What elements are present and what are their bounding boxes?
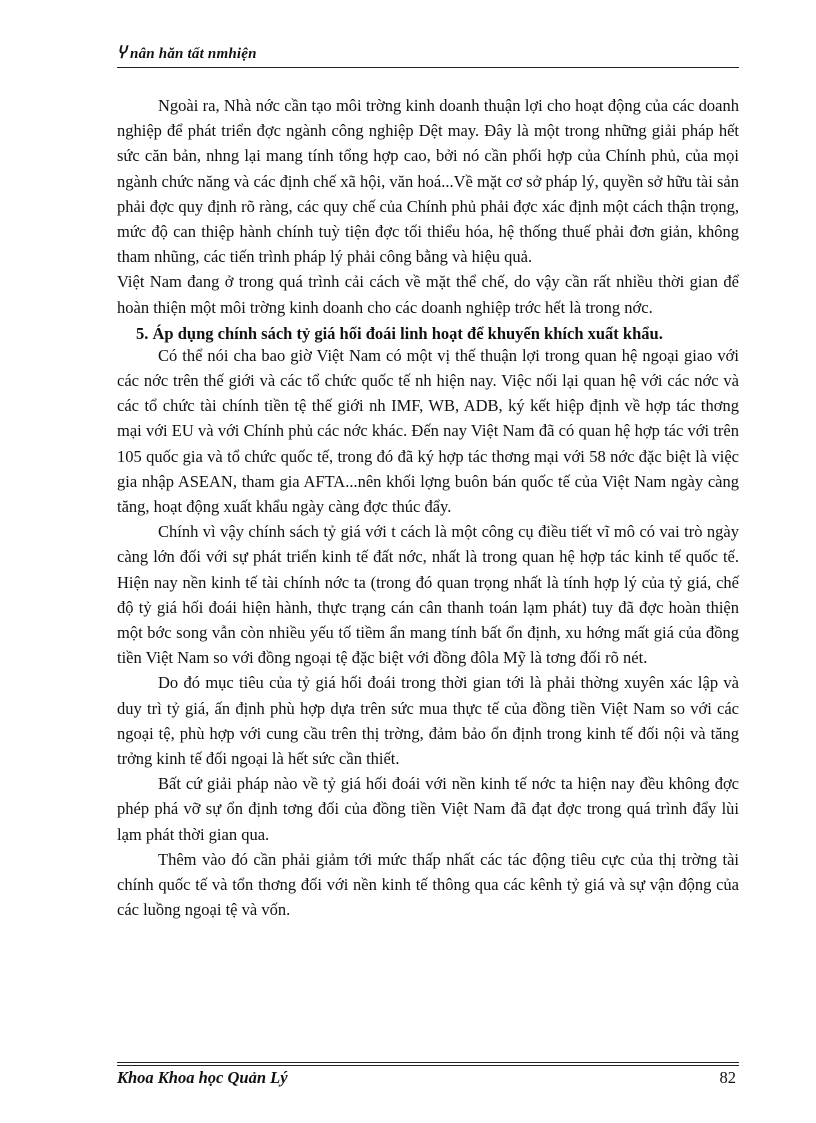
footer-divider-secondary bbox=[117, 1065, 739, 1066]
footer-divider bbox=[117, 1062, 739, 1063]
page-body bbox=[117, 93, 739, 923]
paragraph-business-environment: Ngoài ra, Nhà nớc cần tạo môi trờng kinh doanh thuận lợi cho hoạt động của các doanh nghiệp để phát triển đợc ngành công nghiệp Dệt may. Đây là một trong những giải pháp hết sức căn bản, nhng lại mang tính tổng hợp cao, bởi nó cần phối hợp của Chính phủ, của mọi ngành chức năng và các định chế xã hội, văn hoá...Về mặt cơ sở pháp lý, quyền sở hữu tài sản phải đợc quy định rõ ràng, các quy chế của Chính phủ phải đợc xác định một cách thận trọng, mức độ can thiệp hành chính tuỳ tiện đợc tối thiểu hóa, hệ thống thuế phải đơn giản, không tham nhũng, các tiến trình pháp lý phải công bằng và hiệu quả. bbox=[117, 96, 739, 267]
paragraph-stability: Bất cứ giải pháp nào về tỷ giá hối đoái với nền kinh tế nớc ta hiện nay đều không đợc phép phá vỡ sự ổn định tơng đối của đồng tiền Việt Nam đã đạt đợc trong quá trình đẩy lùi lạm phát thời gian qua. bbox=[117, 774, 739, 844]
paragraph-exchange-rate-role: Chính vì vậy chính sách tỷ giá với t cách là một công cụ điều tiết vĩ mô có vai trò ngày càng lớn đối với sự phát triển kinh tế đất nớc, nhất là trong quan hệ hợp tác kinh tế quốc tế. Hiện nay nền kinh tế tài chính nớc ta (trong đó quan trọng nhất là tính hợp lý của tỷ giá, chế độ tỷ giá hối đoái hiện hành, thực trạng cán cân thanh toán lạm phát) tuy đã đợc hoàn thiện một bớc song vẫn còn nhiều yếu tố tiềm ẩn mang tính bất ổn định, xu hớng mất giá của đồng tiền Việt Nam so với đồng ngoại tệ đặc biệt với đồng đôla Mỹ là tơng đối rõ nét. bbox=[117, 522, 739, 668]
paragraph-minimize-impact: Thêm vào đó cần phải giảm tới mức thấp nhất các tác động tiêu cực của thị trờng tài chính quốc tế và tổn thơng đối với nền kinh tế thông qua các kênh tỷ giá và sự vận động của các luồng ngoại tệ và vốn. bbox=[117, 849, 739, 920]
paragraph-institutional-reform: Việt Nam đang ở trong quá trình cải cách về mặt thể chế, do vậy cần rất nhiều thời gian để hoàn thiện một môi trờng kinh doanh cho các doanh nghiệp trớc hết là trong nớc. bbox=[117, 272, 739, 317]
section-heading: 5. Áp dụng chính sách tỷ giá hối đoái linh hoạt để khuyến khích xuất khẩu. bbox=[136, 323, 663, 343]
paragraph-foreign-relations: Có thể nói cha bao giờ Việt Nam có một vị thế thuận lợi trong quan hệ ngoại giao với các nớc trên thế giới và các tổ chức quốc tế nh hiện nay. Việc nối lại quan hệ với các nớc và các tổ chức tài chính tiền tệ thế giới nh IMF, WB, ADB, ký kết hiệp định về hợp tác thơng mại với EU và với Chính phủ các nớc khác. Đến nay Việt Nam đã có quan hệ hợp tác với trên 105 quốc gia và tổ chức quốc tế, trong đó đã ký hợp tác thơng mại với 58 nớc đặc biệt là việc gia nhập ASEAN, tham gia AFTA...nên khối lợng buôn bán quốc tế của Việt Nam ngày càng tăng, hoạt động xuất khẩu ngày càng đợc thúc đẩy. bbox=[117, 345, 739, 517]
header-divider bbox=[117, 67, 739, 68]
running-header: Ⴤ nân hăn tất nmhiện bbox=[117, 46, 257, 62]
page-number: 82 bbox=[719, 1068, 736, 1087]
footer-faculty: Khoa Khoa học Quản Lý bbox=[117, 1068, 288, 1087]
paragraph-exchange-rate-goals: Do đó mục tiêu của tỷ giá hối đoái trong thời gian tới là phải thờng xuyên xác lập và duy trì tỷ giá, ấn định phù hợp dựa trên sức mua thực tế của đồng tiền Việt Nam so với các ngoại tệ, phù hợp với cung cầu trên thị trờng, đảm bảo ổn định trong kinh tế đối nội và tăng trởng kinh tế đối ngoại là hết sức cần thiết. bbox=[117, 673, 739, 769]
